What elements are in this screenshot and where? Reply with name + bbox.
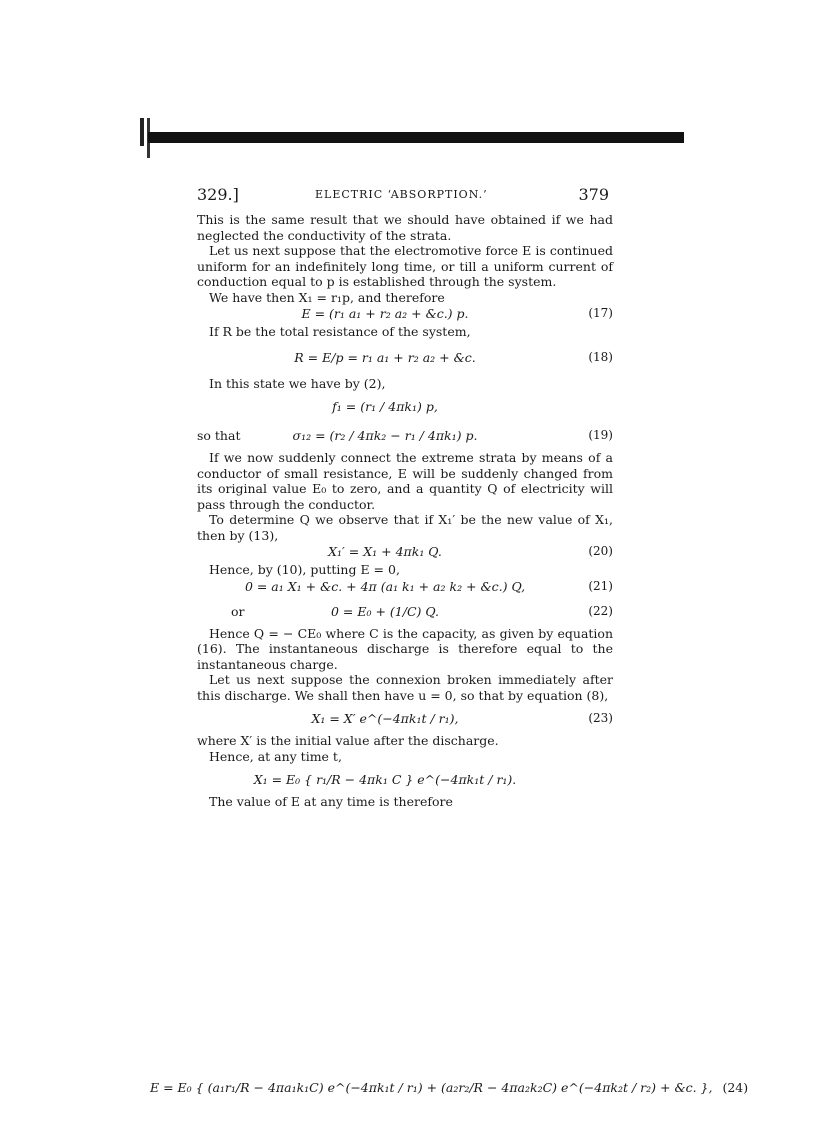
equation-expression: σ₁₂ = (r₂ / 4πk₂ − r₁ / 4πk₁) p. [292, 428, 478, 443]
paragraph: Hence, at any time t, [209, 748, 342, 764]
equation-expression: f₁ = (r₁ / 4πk₁) p, [332, 399, 438, 414]
equation-expression: X₁ = E₀ { r₁/R − 4πk₁ C } e^(−4πk₁t / r₁). [253, 772, 517, 787]
paragraph: Hence, by (10), putting E = 0, [209, 562, 400, 577]
equation-number: (18) [588, 349, 613, 364]
equation-x1 [197, 765, 613, 793]
equation-18 [197, 341, 613, 375]
equation-lead-text: so that [197, 428, 241, 443]
page-body [197, 212, 613, 810]
paragraph: If R be the total resistance of the system, [209, 324, 471, 339]
running-title: ELECTRIC ‘ABSORPTION.’ [315, 188, 488, 201]
equation-number: (20) [588, 544, 613, 558]
page-header [197, 185, 609, 207]
paragraph: where X′ is the initial value after the discharge. [197, 733, 499, 748]
equation-lead-text: or [231, 603, 245, 619]
paragraph: To determine Q we observe that if X₁′ be the new value of X₁, then by (13), [197, 512, 613, 543]
paragraph: In this state we have by (2), [209, 375, 386, 391]
equation-number: (22) [588, 603, 613, 618]
paragraph: If we now suddenly connect the extreme strata by means of a conductor of small resistance, E will be suddenly changed from its original value E₀ to zero, and a quantity Q of electricity will pass through the conductor. [197, 450, 613, 512]
equation-expression: X₁ = X′ e^(−4πk₁t / r₁), [311, 711, 459, 726]
equation-21 [197, 579, 613, 596]
equation-expression: 0 = E₀ + (1/C) Q. [331, 603, 439, 619]
section-number: 329.] [197, 185, 239, 204]
equation-17 [197, 306, 613, 323]
equation-expression: 0 = a₁ X₁ + &c. + 4π (a₁ k₁ + a₂ k₂ + &c.) Q, [244, 578, 526, 594]
equation-expression: R = E/p = r₁ a₁ + r₂ a₂ + &c. [294, 349, 476, 365]
equation-expression: E = E₀ { (a₁r₁/R − 4πa₁k₁C) e^(−4πk₁t / r₁) + (a₂r₂/R − 4πa₂k₂C) e^(−4πk₂t / r₂) + &c. }, [150, 1080, 713, 1095]
equation-19 [197, 421, 613, 449]
equation-expression: E = (r₁ a₁ + r₂ a₂ + &c.) p. [301, 306, 469, 321]
paragraph: The value of E at any time is therefore [209, 794, 453, 809]
equation-number: (17) [588, 306, 613, 320]
equation-number: (24) [722, 1080, 749, 1095]
paragraph: Hence Q = − CE₀ where C is the capacity, as given by equation (16). The instantaneous discharge is therefore equal to the instantaneous charge. [197, 625, 613, 672]
equation-expression: X₁′ = X₁ + 4πk₁ Q. [328, 544, 442, 559]
paragraph: We have then X₁ = r₁p, and therefore [209, 289, 445, 305]
page-top-rule [148, 132, 684, 143]
equation-23 [197, 704, 613, 732]
equation-number: (23) [588, 711, 613, 725]
equation-number: (21) [588, 578, 613, 593]
equation-f1 [197, 392, 613, 420]
page-edge-mark [140, 118, 144, 146]
paragraph: This is the same result that we should have obtained if we had neglected the conductivity of the strata. [197, 212, 613, 243]
paragraph: Let us next suppose the connexion broken immediately after this discharge. We shall then have u = 0, so that by equation (8), [197, 672, 613, 703]
paragraph: Let us next suppose that the electromotive force E is continued uniform for an indefinitely long time, or till a uniform current of conduction equal to p is established through the system. [197, 243, 613, 289]
equation-number: (19) [588, 428, 613, 442]
page-number: 379 [578, 185, 609, 204]
equation-24 [150, 1080, 749, 1095]
equation-20 [197, 544, 613, 561]
equation-22 [197, 597, 613, 625]
